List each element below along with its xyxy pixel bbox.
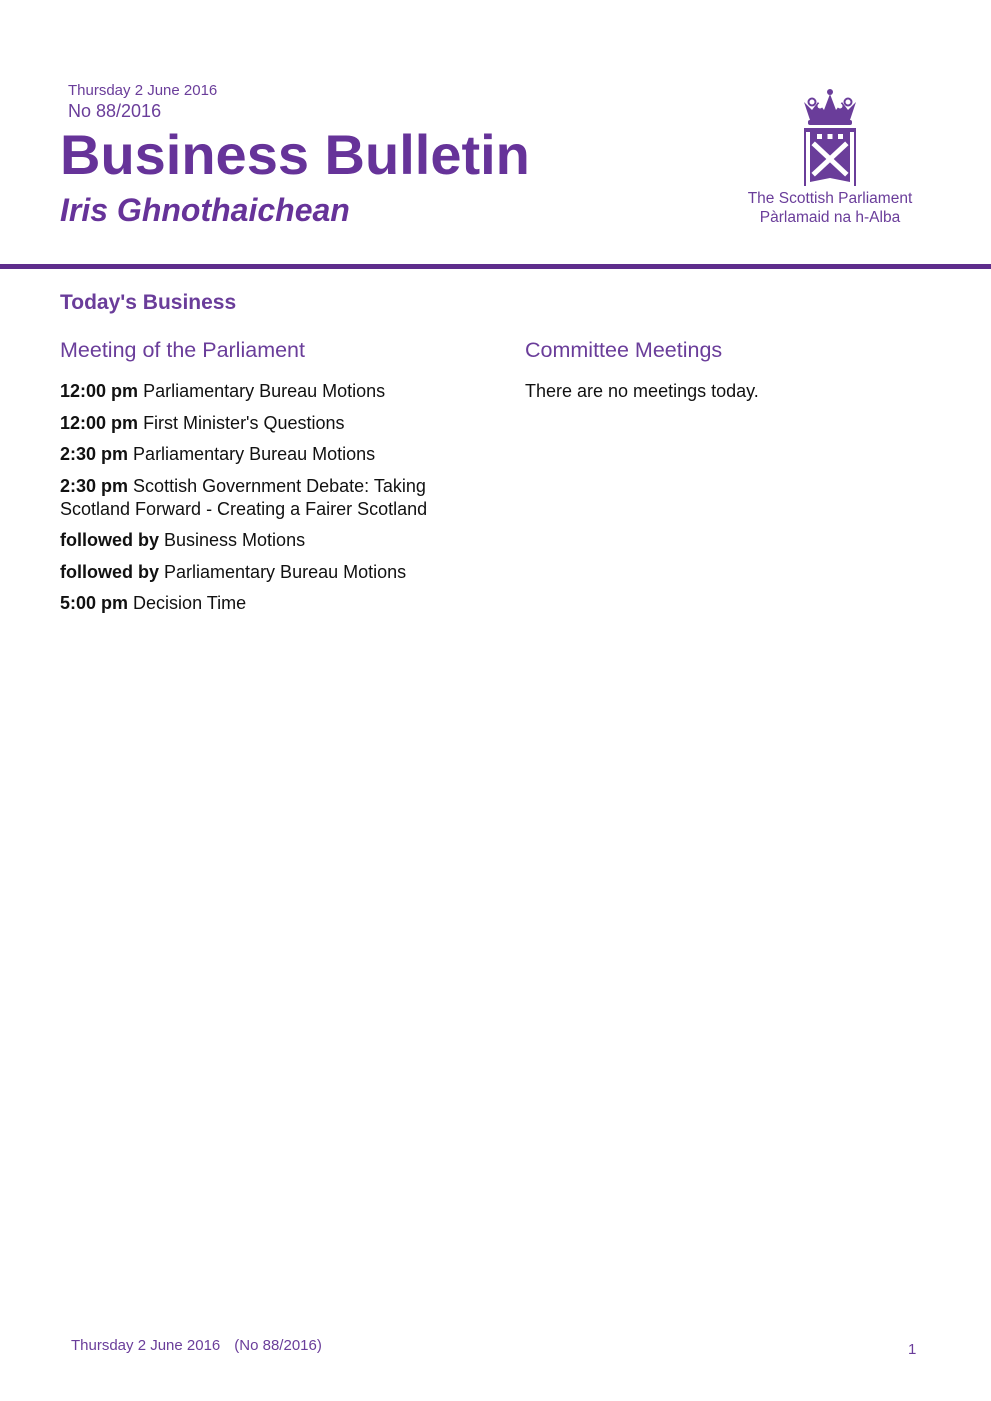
heading-committee-meetings: Committee Meetings [525, 338, 723, 362]
agenda-time: followed by [60, 530, 159, 550]
agenda-time: followed by [60, 561, 159, 582]
agenda-item [60, 561, 460, 584]
header-date: Thursday 2 June 2016 [68, 82, 218, 99]
agenda-text: Business Motions [164, 530, 306, 550]
agenda-time: 2:30 pm [60, 444, 129, 464]
scottish-parliament-logo [740, 88, 920, 233]
meeting-agenda-list [60, 380, 460, 624]
agenda-time: 5:00 pm [60, 593, 129, 613]
footer-number: (No 88/2016) [234, 1337, 322, 1354]
logo-text-gaelic: Pàrlamaid na h-Alba [759, 209, 901, 226]
agenda-text: Parliamentary Bureau Motions [133, 444, 376, 464]
agenda-item [60, 475, 460, 521]
footer-date: Thursday 2 June 2016 [71, 1337, 221, 1354]
agenda-item [60, 380, 460, 403]
scottish-parliament-crest-icon [798, 88, 862, 188]
page-number: 1 [908, 1341, 917, 1358]
agenda-time: 2:30 pm [60, 475, 129, 496]
agenda-text: Scottish Government Debate: Taking Scotland Forward - Creating a Fairer Scotland [60, 475, 428, 519]
agenda-text: First Minister's Questions [143, 412, 345, 433]
section-title-todays-business: Today's Business [60, 291, 237, 314]
agenda-time: 12:00 pm [60, 412, 139, 433]
agenda-time: 12:00 pm [60, 381, 139, 401]
bulletin-number: No 88/2016 [68, 101, 162, 121]
heading-meeting-of-parliament: Meeting of the Parliament [60, 338, 305, 362]
committee-meetings-status: There are no meetings today. [525, 381, 759, 401]
page-title: Business Bulletin [60, 123, 530, 186]
agenda-text: Decision Time [133, 593, 247, 613]
header-divider [0, 264, 991, 269]
agenda-text: Parliamentary Bureau Motions [143, 381, 386, 401]
agenda-item [60, 529, 460, 552]
agenda-item [60, 592, 460, 615]
logo-text-english: The Scottish Parliament [747, 190, 913, 207]
agenda-text: Parliamentary Bureau Motions [164, 561, 407, 582]
agenda-item [60, 412, 460, 435]
agenda-item [60, 443, 460, 466]
page-subtitle: Iris Ghnothaichean [60, 192, 350, 228]
footer-info [71, 1337, 322, 1354]
